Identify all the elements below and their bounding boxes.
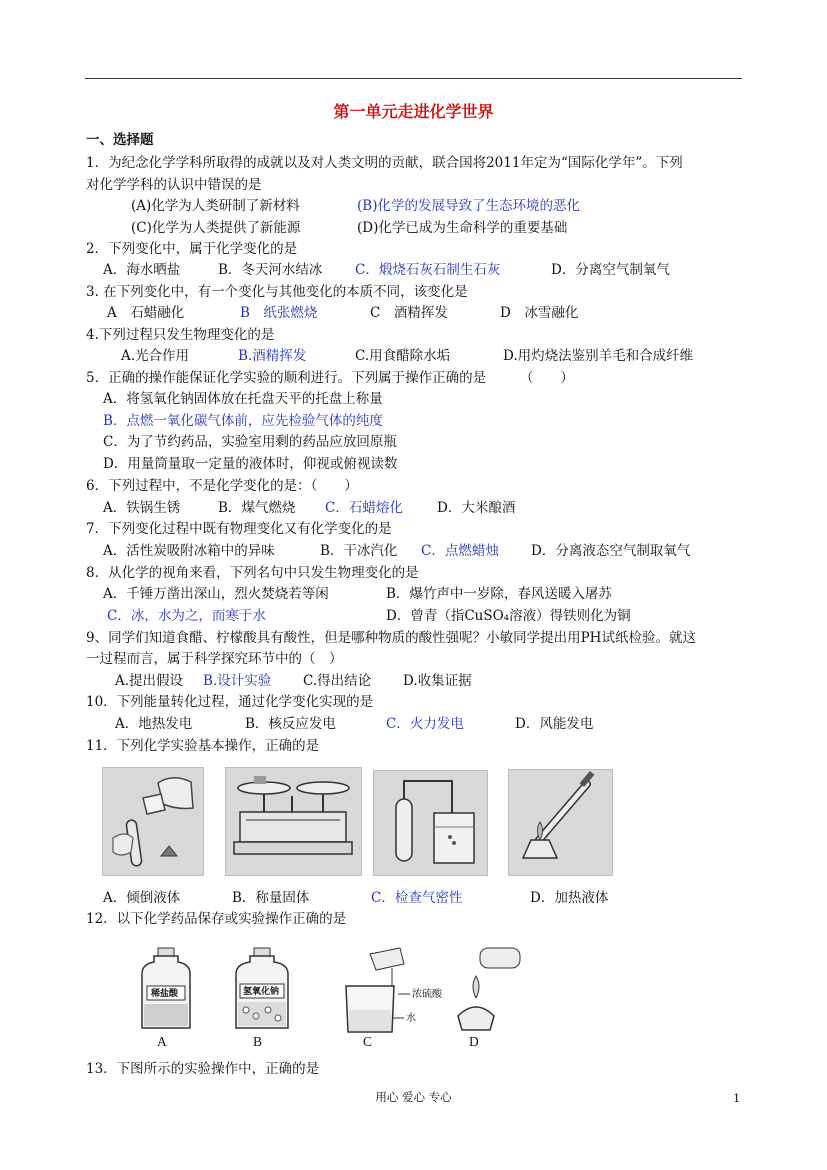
page-number: 1 — [733, 1091, 741, 1105]
q1-stem: 1．为纪念化学学科所取得的成就以及对人类文明的贡献，联合国将2011年定为“国际化学年”。下列 — [86, 155, 683, 171]
q4-option-c: C.用食醋除水垢 — [355, 348, 451, 364]
q8-option-b: B．爆竹声中一岁除，春风送暖入屠苏 — [386, 586, 612, 602]
section-heading: 一、选择题 — [86, 132, 154, 148]
q12-label-a: A — [157, 1034, 167, 1049]
q9-stem: 9、同学们知道食醋、柠檬酸具有酸性，但是哪种物质的酸性强呢？小敏同学提出用PH试纸检验。就这 — [86, 630, 696, 646]
q10-stem: 10．下列能量转化过程，通过化学变化实现的是 — [86, 694, 374, 710]
q3-option-c: C 酒精挥发 — [370, 305, 448, 321]
q12-label-b: B — [253, 1034, 263, 1049]
q3-option-a: A 石蜡融化 — [107, 305, 185, 321]
q2-option-c: C．煅烧石灰石制生石灰 — [355, 262, 501, 278]
q1-option-a: (A)化学为人类研制了新材料 — [131, 198, 300, 214]
q10-option-b: B．核反应发电 — [245, 716, 336, 732]
page-title: 第一单元走进化学世界 — [333, 102, 494, 121]
q7-option-b: B．干冰汽化 — [320, 543, 398, 559]
q2-option-d: D．分离空气制氧气 — [551, 262, 670, 278]
q3-option-d: D 冰雪融化 — [500, 305, 579, 321]
q12-label-d: D — [469, 1034, 479, 1049]
q13-stem: 13．下图所示的实验操作中，正确的是 — [86, 1061, 320, 1077]
q3-option-b: B 纸张燃烧 — [240, 305, 318, 321]
q6-option-a: A．铁锅生锈 — [103, 500, 181, 516]
q9-option-b: B.设计实验 — [203, 673, 272, 689]
q6-option-b: B．煤气燃烧 — [218, 500, 296, 516]
q11-photo-airtightness — [373, 770, 488, 876]
q6-option-c: C．石蜡熔化 — [325, 500, 403, 516]
q10-option-d: D．风能发电 — [515, 716, 594, 732]
q9-option-a: A.提出假设 — [115, 673, 184, 689]
q12-label-c: C — [363, 1034, 373, 1049]
q2-option-a: A．海水晒盐 — [103, 262, 181, 278]
q5-stem: 5．正确的操作能保证化学实验的顺利进行。下列属于操作正确的是 （ ） — [86, 370, 574, 386]
beaker-acid-label: 浓硫酸 — [412, 989, 442, 1000]
q4-option-b: B.酒精挥发 — [238, 348, 307, 364]
q11-photo-balance — [225, 767, 362, 876]
q1-stem-cont: 对化学学科的认识中错误的是 — [86, 177, 262, 193]
q5-option-c: C．为了节约药品，实验室用剩的药品应放回原瓶 — [103, 434, 397, 450]
airtightness-illustration — [374, 771, 487, 875]
q11-option-d: D．加热液体 — [530, 890, 609, 906]
lamp-d — [458, 948, 520, 1030]
q11-stem: 11．下列化学实验基本操作，正确的是 — [86, 738, 320, 754]
q5-option-d: D．用量筒量取一定量的液体时，仰视或俯视读数 — [103, 456, 398, 472]
pouring-liquid-illustration — [103, 768, 203, 875]
q4-option-d: D.用灼烧法鉴别羊毛和合成纤维 — [503, 348, 694, 364]
bottle-a-label: 稀盐酸 — [151, 989, 179, 999]
q9-option-d: D.收集证据 — [403, 673, 472, 689]
q7-option-a: A．活性炭吸附冰箱中的异味 — [103, 543, 275, 559]
q12-stem: 12．以下化学药品保存或实验操作正确的是 — [86, 911, 347, 927]
q4-option-a: A.光合作用 — [121, 348, 190, 364]
balance-illustration — [226, 768, 361, 875]
q10-option-a: A．地热发电 — [115, 716, 193, 732]
q10-option-c: C．火力发电 — [386, 716, 464, 732]
q6-stem: 6．下列过程中，不是化学变化的是：（ ） — [86, 478, 358, 494]
q8-stem: 8．从化学的视角来看，下列名句中只发生物理变化的是 — [86, 565, 419, 581]
q2-option-b: B．冬天河水结冰 — [218, 262, 323, 278]
q11-photo-pouring-liquid — [102, 767, 204, 876]
q2-stem: 2．下列变化中，属于化学变化的是 — [86, 241, 298, 257]
q7-option-c: C．点燃蜡烛 — [421, 543, 499, 559]
q7-stem: 7．下列变化过程中既有物理变化又有化学变化的是 — [86, 521, 392, 537]
q7-option-d: D．分离液态空气制取氧气 — [531, 543, 691, 559]
q9-option-c: C.得出结论 — [303, 673, 372, 689]
q1-option-c: (C)化学为人类提供了新能源 — [131, 220, 301, 236]
q11-option-c: C．检查气密性 — [371, 890, 463, 906]
header-rule — [85, 78, 742, 79]
q11-option-b: B．称量固体 — [232, 890, 310, 906]
q6-option-d: D．大米酿酒 — [437, 500, 516, 516]
q1-option-b: (B)化学的发展导致了生态环境的恶化 — [357, 198, 580, 214]
beaker-water-label: 水 — [406, 1013, 416, 1024]
q8-option-c: C．冰，水为之，而寒于水 — [107, 608, 266, 624]
q1-option-d: (D)化学已成为生命科学的重要基础 — [357, 220, 568, 236]
q5-option-b: B．点燃一氧化碳气体前，应先检验气体的纯度 — [103, 413, 383, 429]
page-footer: 用心 爱心 专心 — [375, 1090, 452, 1104]
heating-liquid-illustration — [509, 770, 612, 875]
q3-stem: 3. 在下列变化中，有一个变化与其他变化的本质不同，该变化是 — [86, 284, 468, 300]
bottle-b-label: 氢氧化钠 — [243, 987, 280, 997]
q9-stem-cont: 一过程而言，属于科学探究环节中的（ ） — [86, 651, 343, 667]
q8-option-a: A．千锤万凿出深山，烈火焚烧若等闲 — [103, 586, 329, 602]
q8-option-d: D．曾青（指CuSO₄溶液）得铁则化为铜 — [386, 608, 631, 624]
beaker-c — [346, 948, 410, 1032]
q11-photo-heating-liquid — [508, 769, 613, 876]
q4-stem: 4.下列过程只发生物理变化的是 — [86, 327, 275, 343]
q11-option-a: A．倾倒液体 — [103, 890, 181, 906]
q5-option-a: A．将氢氧化钠固体放在托盘天平的托盘上称量 — [103, 391, 383, 407]
